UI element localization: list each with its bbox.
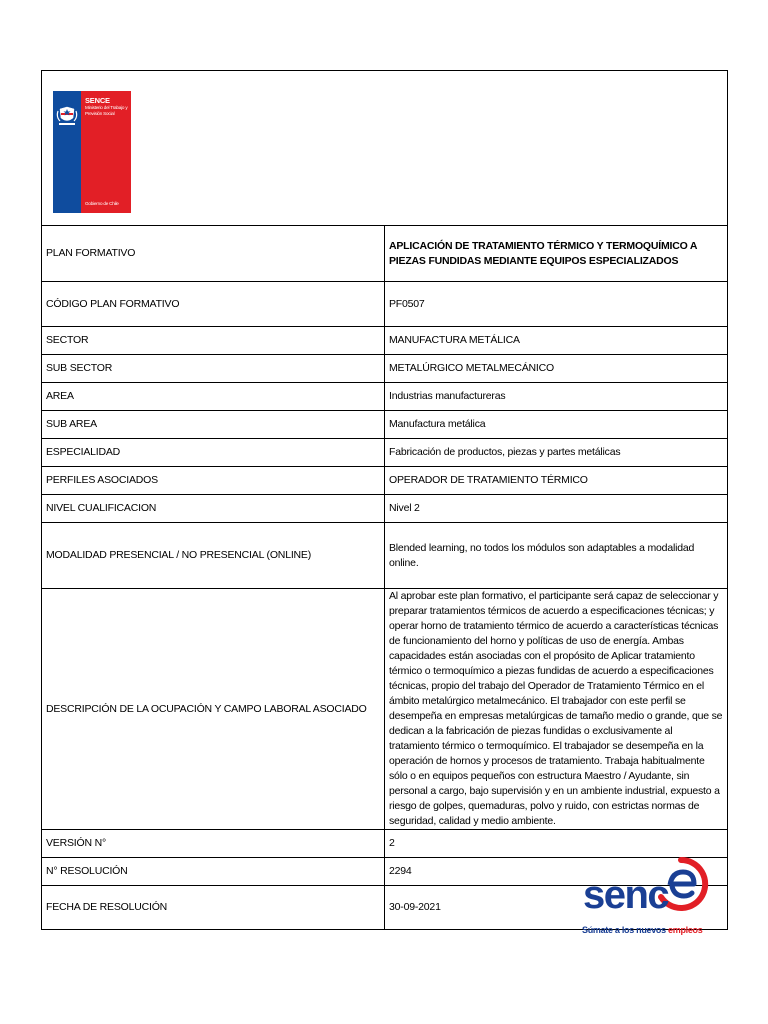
- label-fecha-resolucion: FECHA DE RESOLUCIÓN: [42, 886, 385, 930]
- row-descripcion: [42, 589, 728, 830]
- value-codigo-plan: PF0507: [385, 282, 728, 327]
- value-sector: MANUFACTURA METÁLICA: [385, 327, 728, 355]
- label-area: AREA: [42, 383, 385, 411]
- row-especialidad: [42, 439, 728, 467]
- row-area: [42, 383, 728, 411]
- value-sub-sector: METALÚRGICO METALMECÁNICO: [385, 355, 728, 383]
- sence-wordmark: senc: [583, 873, 669, 917]
- label-nivel-cualificacion: NIVEL CUALIFICACION: [42, 495, 385, 523]
- logo-blue-band: [53, 91, 81, 213]
- label-modalidad: MODALIDAD PRESENCIAL / NO PRESENCIAL (ONLINE): [42, 523, 385, 589]
- logo-footer: Gobierno de Chile: [85, 201, 119, 206]
- value-version: 2: [385, 830, 728, 858]
- label-codigo-plan: CÓDIGO PLAN FORMATIVO: [42, 282, 385, 327]
- logo-red-band: [81, 91, 131, 213]
- logo-cell: [42, 71, 728, 226]
- chile-coat-of-arms-icon: [56, 101, 78, 127]
- row-version: [42, 830, 728, 858]
- label-sub-sector: SUB SECTOR: [42, 355, 385, 383]
- logo-subtitle: Ministerio del Trabajo y Previsión Social: [85, 105, 128, 116]
- label-sub-area: SUB AREA: [42, 411, 385, 439]
- label-plan-formativo: PLAN FORMATIVO: [42, 226, 385, 282]
- sence-tagline-part2: empleos: [668, 925, 703, 935]
- sence-tagline-part1: Súmate a los nuevos: [582, 925, 669, 935]
- label-version: VERSIÓN N°: [42, 830, 385, 858]
- plan-formativo-sheet: [41, 70, 728, 930]
- row-perfiles-asociados: [42, 467, 728, 495]
- row-modalidad: [42, 523, 728, 589]
- value-resolucion: 2294: [385, 858, 728, 886]
- value-fecha-resolucion: 30-09-2021: [385, 886, 728, 930]
- value-especialidad: Fabricación de productos, piezas y partes metálicas: [385, 439, 728, 467]
- row-sub-area: [42, 411, 728, 439]
- label-especialidad: ESPECIALIDAD: [42, 439, 385, 467]
- row-nivel-cualificacion: [42, 495, 728, 523]
- logo-title: SENCE: [85, 96, 110, 105]
- label-perfiles-asociados: PERFILES ASOCIADOS: [42, 467, 385, 495]
- label-descripcion: DESCRIPCIÓN DE LA OCUPACIÓN Y CAMPO LABORAL ASOCIADO: [42, 589, 385, 830]
- value-area: Industrias manufactureras: [385, 383, 728, 411]
- plan-table: [41, 70, 728, 930]
- value-descripcion: Al aprobar este plan formativo, el participante será capaz de seleccionar y preparar tratamientos térmicos de acuerdo a especificaciones técnicas; y operar horno de tratamiento térmico de acuerdo a características técnicas de funcionamiento del horno y políticas de uso de energía. Ambas capacidades están asociadas con el propósito de Aplicar tratamiento térmico o termoquímico a piezas fundidas de acuerdo a especificaciones técnicas, propio del trabajo del Operador de Tratamiento Térmico en el ámbito metalúrgico metalmecánico. El trabajador con este perfil se desempeña en empresas metalúrgicas de tamaño medio o grande, que se dedican a la fabricación de piezas fundidas o exclusivamente al tratamiento térmico o termoquímico. El trabajador se desempeña en la operación de hornos y procesos de tratamiento. Trabaja habitualmente sólo o en equipos pequeños con estructura Maestro / Ayudante, sin personal a cargo, bajo supervisión y en un ambiente industrial, expuesto a riesgo de golpes, quemaduras, polvo y ruido, con estrictas normas de seguridad, calidad y medio ambiente.: [385, 589, 728, 830]
- sence-ministry-logo: [53, 91, 131, 213]
- row-plan-formativo: [42, 226, 728, 282]
- value-nivel-cualificacion: Nivel 2: [385, 495, 728, 523]
- sence-brand-logo: [580, 855, 710, 941]
- value-modalidad: Blended learning, no todos los módulos son adaptables a modalidad online.: [385, 523, 728, 589]
- value-plan-formativo: APLICACIÓN DE TRATAMIENTO TÉRMICO Y TERMOQUÍMICO A PIEZAS FUNDIDAS MEDIANTE EQUIPOS ESPECIALIZADOS: [385, 226, 728, 282]
- sence-tagline: [582, 925, 702, 936]
- value-perfiles-asociados: OPERADOR DE TRATAMIENTO TÉRMICO: [385, 467, 728, 495]
- label-sector: SECTOR: [42, 327, 385, 355]
- label-resolucion: N° RESOLUCIÓN: [42, 858, 385, 886]
- row-sub-sector: [42, 355, 728, 383]
- row-codigo-plan: [42, 282, 728, 327]
- value-sub-area: Manufactura metálica: [385, 411, 728, 439]
- logo-row: [42, 71, 728, 226]
- row-sector: [42, 327, 728, 355]
